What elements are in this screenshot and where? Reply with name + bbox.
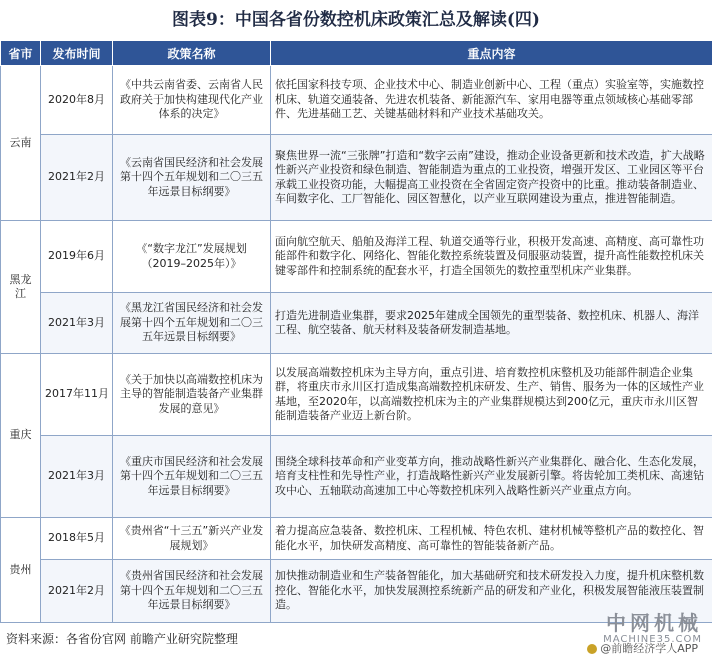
policy-name-cell: 《云南省国民经济和社会发展第十四个五年规划和二〇三五年远景目标纲要》: [113, 135, 271, 221]
policy-name-cell: 《关于加快以高端数控机床为主导的智能制造装备产业集群发展的意见》: [113, 354, 271, 436]
watermark-logo-en: MACHINE35.COM: [603, 634, 702, 645]
date-cell: 2018年5月: [41, 518, 113, 560]
header-province: 省市: [1, 41, 41, 66]
policy-name-cell: 《“数字龙江”发展规划（2019–2025年）》: [113, 221, 271, 293]
table-row: [1, 221, 712, 293]
table-row: [1, 66, 712, 135]
date-cell: 2021年3月: [41, 436, 113, 518]
app-logo-icon: [587, 644, 597, 654]
table-header-row: [1, 41, 712, 66]
content-cell: 加快推动制造业和生产装备智能化，加大基础研究和技术研发投入力度，提升机床整机数控化、智能化水平，加快发展测控系统新产品的研发和产业化，积极发展智能液压装置制造。: [271, 560, 712, 623]
table-row: [1, 293, 712, 354]
policy-name-cell: 《黑龙江省国民经济和社会发展第十四个五年规划和二〇三五年远景目标纲要》: [113, 293, 271, 354]
figure-title: 图表9：中国各省份数控机床政策汇总及解读(四): [172, 10, 540, 30]
province-cell-yunnan: 云南: [1, 66, 41, 221]
watermark-logo-cn: 中网机械: [606, 611, 702, 635]
source-note: 资料来源：各省份官网 前瞻产业研究院整理: [6, 632, 238, 646]
content-cell: 以发展高端数控机床为主导方向，重点引进、培育数控机床整机及功能部件制造企业集群，将重庆市永川区打造成集高端数控机床研发、生产、销售、服务为一体的区域性产业基地，至2020年，以高端数控机床为主的产业集群规模达到200亿元，重庆市永川区智能制造装备产业迈上新台阶。: [271, 354, 712, 436]
province-cell-heilongjiang: 黑龙江: [1, 221, 41, 354]
table-row: [1, 518, 712, 560]
policy-name-cell: 《贵州省“十三五”新兴产业发展规划》: [113, 518, 271, 560]
content-cell: 打造先进制造业集群，要求2025年建成全国领先的重型装备、数控机床、机器人、海洋工程、航空装备、航天材料及装备研发制造基地。: [271, 293, 712, 354]
province-cell-chongqing: 重庆: [1, 354, 41, 518]
header-key-content: 重点内容: [271, 41, 712, 66]
date-cell: 2021年2月: [41, 135, 113, 221]
date-cell: 2017年11月: [41, 354, 113, 436]
policy-name-cell: 《中共云南省委、云南省人民政府关于加快构建现代化产业体系的决定》: [113, 66, 271, 135]
table-row: [1, 354, 712, 436]
table-row: [1, 135, 712, 221]
app-watermark-text: @前瞻经济学人APP: [600, 642, 698, 655]
date-cell: 2019年6月: [41, 221, 113, 293]
table-row: [1, 436, 712, 518]
date-cell: 2021年3月: [41, 293, 113, 354]
date-cell: 2020年8月: [41, 66, 113, 135]
content-cell: 依托国家科技专项、企业技术中心、制造业创新中心、工程（重点）实验室等，实施数控机床、轨道交通装备、先进农机装备、新能源汽车、家用电器等重点领域核心基础零部件、先进基础工艺、关键基础材料和产业技术基础攻关。: [271, 66, 712, 135]
date-cell: 2021年2月: [41, 560, 113, 623]
app-watermark: [587, 640, 698, 656]
policy-name-cell: 《重庆市国民经济和社会发展第十四个五年规划和二〇三五年远景目标纲要》: [113, 436, 271, 518]
policy-name-cell: 《贵州省国民经济和社会发展第十四个五年规划和二〇三五年远景目标纲要》: [113, 560, 271, 623]
content-cell: 着力提高应急装备、数控机床、工程机械、特色农机、建材机械等整机产品的数控化、智能化水平，加快研发高精度、高可靠性的智能装备新产品。: [271, 518, 712, 560]
header-policy-name: 政策名称: [113, 41, 271, 66]
content-cell: 聚焦世界一流“三张牌”打造和“数字云南”建设，推动企业设备更新和技术改造，扩大战略性新兴产业投资和绿色制造、智能制造为重点的工业投资，增强开发区、工业园区等平台承载工业投资功能，大幅提高工业投资在全省固定资产投资中的比重。推动装备制造业、车间数字化、工厂智能化、园区智慧化，以产业互联网建设为重点，推进智能制造。: [271, 135, 712, 221]
policy-table: [0, 40, 712, 623]
header-date: 发布时间: [41, 41, 113, 66]
content-cell: 围绕全球科技革命和产业变革方向，推动战略性新兴产业集群化、融合化、生态化发展，培育支柱性和先导性产业，打造战略性新兴产业发展新引擎。将齿轮加工类机床、高速钻攻中心、五轴联动高速加工中心等数控机床列入战略性新兴产业重点方向。: [271, 436, 712, 518]
content-cell: 面向航空航天、船舶及海洋工程、轨道交通等行业，积极开发高速、高精度、高可靠性功能部件和数字化、网络化、智能化数控系统装置及伺服驱动装置，提升高性能数控机床关键零部件和控制系统的配套水平，打造全国领先的数控重型机床产业集群。: [271, 221, 712, 293]
province-cell-guizhou: 贵州: [1, 518, 41, 623]
